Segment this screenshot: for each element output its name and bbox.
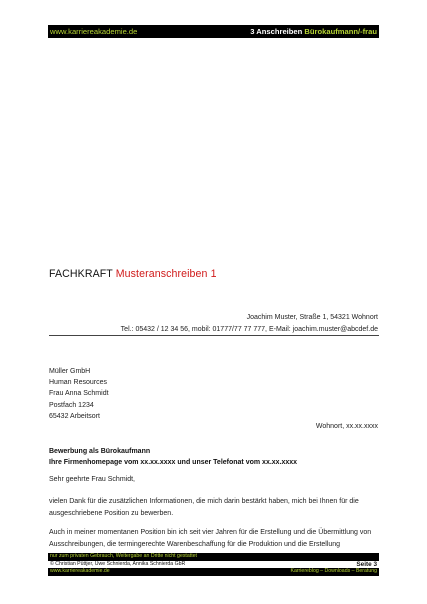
place-date: Wohnort, xx.xx.xxxx: [315, 423, 378, 430]
salutation: Sehr geehrte Frau Schmidt,: [49, 476, 135, 483]
letter-body: [49, 474, 379, 558]
sender-contact: Tel.: 05432 / 12 34 56, mobil: 01777/77 77 777, E-Mail: joachim.muster@abcdef.de: [120, 325, 378, 333]
recipient-department: Human Resources: [49, 379, 107, 387]
subject-block: [49, 446, 297, 469]
page-number: Seite 3: [356, 560, 377, 568]
chapter-prefix: 3 Anschreiben: [250, 27, 303, 36]
footer-copyright-row: [48, 561, 379, 569]
sender-address: Joachim Muster, Straße 1, 54321 Wohnort: [246, 314, 378, 321]
footer-notice: nur zum privaten Gebrauch, Weitergabe an Dritte nicht gestattet: [50, 553, 197, 559]
sender-divider: [49, 335, 379, 336]
title-prefix: FACHKRAFT: [49, 268, 113, 280]
footer-notice-row: [48, 553, 379, 561]
recipient-city: 65432 Arbeitsort: [49, 412, 100, 420]
page-header: [48, 25, 379, 38]
header-chapter: [250, 25, 377, 38]
chapter-accent: Bürokaufmann/-frau: [304, 27, 377, 36]
title-accent: Musteranschreiben 1: [115, 268, 217, 280]
footer-site-link[interactable]: www.karriereakademie.de: [50, 568, 110, 575]
footer-copyright: © Christian Püttjer, Uwe Schnierda, Annika Schnierda GbR: [50, 560, 186, 567]
subject-line-2: Ihre Firmenhomepage vom xx.xx.xxxx und unser Telefonat vom xx.xx.xxxx: [49, 459, 298, 467]
header-site-link[interactable]: www.karriereakademie.de: [50, 27, 138, 36]
recipient-postbox: Postfach 1234: [49, 401, 94, 409]
footer-tagline: Karriereblog – Downloads – Beratung: [290, 568, 377, 575]
document-title: [49, 268, 217, 280]
recipient-name: Frau Anna Schmidt: [49, 390, 109, 398]
footer-site-row: [48, 568, 379, 576]
paragraph-2: Auch in meiner momentanen Position bin ich seit vier Jahren für die Erstellung und die Übermittlung von Ausschreibungen, die termingerechte Warenbeschaffung für die Produktion und die Erstellung: [49, 529, 372, 548]
subject-line-1: Bewerbung als Bürokaufmann: [49, 448, 151, 455]
page-footer: [48, 553, 379, 576]
paragraph-1: vielen Dank für die zusätzlichen Informationen, die mich darin bestärkt haben, mich bei Ihnen für die ausgeschriebene Position zu bewerben.: [49, 498, 359, 517]
recipient-block: [49, 366, 109, 422]
recipient-company: Müller GmbH: [49, 368, 91, 375]
sender-block: [121, 312, 378, 336]
